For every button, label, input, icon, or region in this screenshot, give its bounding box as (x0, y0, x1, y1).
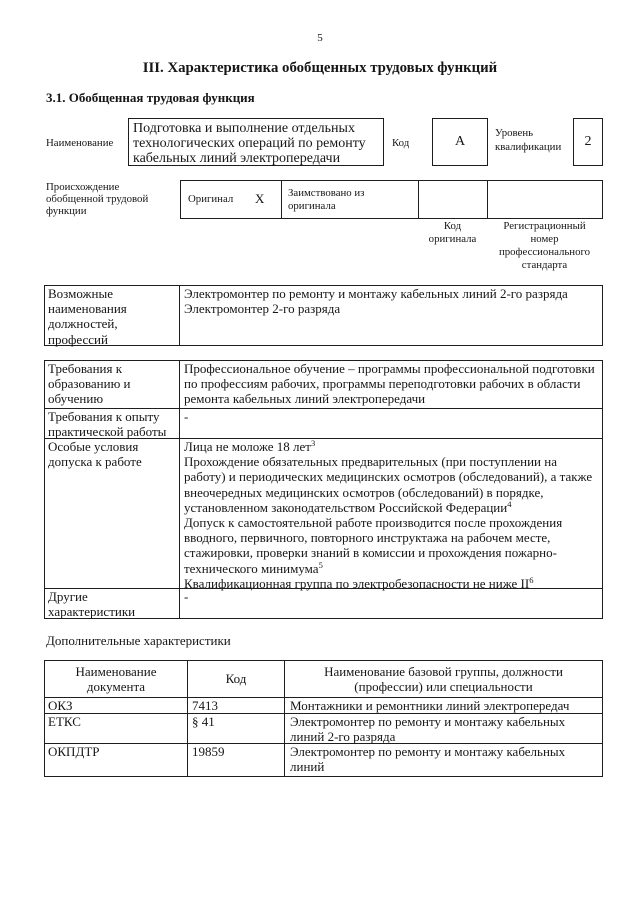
footnote-ref: 3 (310, 438, 316, 448)
name-cell: Электромонтер по ремонту и монтажу кабельных линий (290, 744, 566, 775)
education-row (45, 361, 602, 408)
table-header (45, 661, 602, 697)
page-number: 5 (317, 32, 323, 44)
education-label: Требования к образованию и обучению (45, 361, 180, 408)
code-box (432, 118, 488, 166)
table-row (45, 743, 602, 776)
name-cell: Монтажники и ремонтники линий электропередач (290, 698, 570, 713)
origin-label: Происхождение обобщенной трудовой функции (46, 181, 149, 217)
document-cell: ЕТКС (45, 714, 188, 743)
other-row (45, 588, 602, 618)
borrowed-cell (282, 181, 419, 218)
name-label: Наименование (46, 137, 114, 149)
special-conditions-label: Особые условия допуска к работе (45, 439, 180, 588)
requirements-table (44, 360, 603, 619)
other-value: - (184, 589, 189, 604)
original-code-caption: Код оригинала (428, 220, 477, 245)
level-value: 2 (584, 134, 592, 149)
level-label: Уровень квалификации (495, 127, 562, 153)
column-header-document: Наименование документа (45, 661, 188, 697)
name-cell: Электромонтер по ремонту и монтажу кабельных линий 2-го разряда (290, 714, 566, 745)
other-label: Другие характеристики (45, 589, 180, 618)
level-box (573, 118, 603, 166)
additional-table (44, 660, 603, 777)
function-name-box (128, 118, 384, 166)
code-label: Код (392, 137, 410, 149)
code-cell: 19859 (188, 744, 285, 776)
footnote-ref: 4 (507, 498, 512, 509)
origin-table (180, 180, 603, 219)
table-row (45, 713, 602, 743)
section-title: III. Характеристика обобщенных трудовых функций (142, 60, 498, 76)
code-cell: § 41 (188, 714, 285, 743)
positions-row (45, 286, 602, 345)
document-cell: ОКЗ (45, 698, 188, 713)
document-cell: ОКПДТР (45, 744, 188, 776)
footnote-ref: 5 (318, 559, 323, 570)
function-name: Подготовка и выполнение отдельных технологических операций по ремонту кабельных линий электропередачи (133, 120, 366, 167)
code-cell: 7413 (188, 698, 285, 713)
positions-label: Возможные наименования должностей, профессий (45, 286, 180, 345)
condition-text: Допуск к самостоятельной работе производится после прохождения вводного, первичного, повторного инструктажа на рабочем месте, стажировки, проверки знаний в комиссии и прохождения пожарно- технического минимума (184, 515, 563, 576)
additional-title: Дополнительные характеристики (46, 633, 231, 648)
column-header-code: Код (188, 661, 285, 697)
condition-text: Лица не моложе 18 лет (184, 439, 311, 454)
original-cell (181, 181, 282, 218)
condition-text: Квалификационная группа по электробезопасности не ниже II (184, 575, 530, 591)
original-mark: X (255, 191, 265, 206)
condition-item (184, 454, 602, 515)
positions-value: Электромонтер по ремонту и монтажу кабельных линий 2-го разряда Электромонтер 2-го разряда (184, 286, 568, 317)
subsection-title: 3.1. Обобщенная трудовая функция (46, 90, 255, 105)
condition-item (184, 439, 602, 454)
experience-row (45, 408, 602, 438)
condition-item (184, 515, 602, 576)
registration-number-caption: Регистрационный номер профессионального стандарта (498, 220, 591, 271)
original-code-cell (419, 181, 488, 218)
column-header-name: Наименование базовой группы, должности (профессии) или специальности (324, 663, 563, 694)
positions-table (44, 285, 603, 346)
registration-number-cell (488, 181, 602, 218)
experience-value: - (184, 409, 189, 424)
table-row (45, 697, 602, 713)
condition-text: Прохождение обязательных предварительных (при поступлении на работу) и периодических медицинских осмотров (обследований), а также внеочередных медицинских осмотров (обследований) в порядке, установленном законодательством Российской Федерации (184, 454, 593, 515)
footnote-ref: 6 (529, 574, 534, 585)
education-value: Профессиональное обучение – программы профессиональной подготовки по профессиям рабочих, программы переподготовки рабочих в области ремонта кабельных линий электропередачи (184, 361, 595, 407)
original-label: Оригинал (188, 193, 234, 205)
experience-label: Требования к опыту практической работы (45, 409, 180, 438)
code-value: A (454, 134, 466, 149)
special-conditions-value (180, 438, 602, 591)
borrowed-label: Заимствовано из оригинала (288, 187, 365, 212)
special-conditions-row (45, 438, 602, 591)
